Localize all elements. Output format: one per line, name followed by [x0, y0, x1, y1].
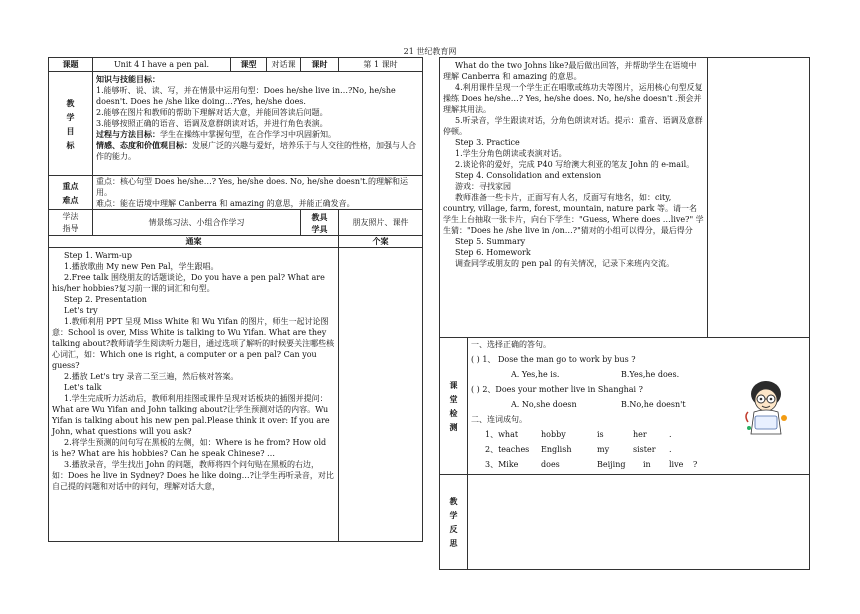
key-point: 重点：核心句型 Does he/she…? Yes, he/she does. No, he/she doesn't.的理解和运用。: [96, 177, 408, 197]
method-label: 学法 指导: [49, 210, 93, 236]
goal-process-lead: 过程与方法目标：: [96, 129, 160, 139]
topic-label: 课题: [49, 58, 93, 72]
individual-cell: [708, 58, 810, 338]
common-steps: [49, 248, 339, 542]
common-steps-continued: [440, 58, 708, 338]
step-line: Step 5. Summary: [455, 237, 526, 246]
quiz-section-2: 二、连词成句。: [471, 415, 527, 424]
quiz-label: 课 堂 检 测: [440, 338, 468, 475]
step-line: 5.听录音，学生跟读对话，分角色朗读对话。提示：重音、语调及意群停顿。: [443, 116, 703, 136]
goal-2: 2.能够在图片和教师的帮助下理解对话大意，并能回答读后问题。: [96, 108, 328, 117]
step-line: 游戏：寻找家园: [455, 182, 511, 191]
quiz-section-1: 一、选择正确的答句。: [471, 340, 551, 349]
step-line: 教师准备一些卡片，正面写有人名，反面写有地名，如：city, country, village, farm, forest, mountain, nature park 等。请一名学生上台抽取一张卡片，向台下学生："Guess, Where does …live?" 学生猜："Does he /she live in /on…?"猜对的小组可以得分，最后得分: [443, 193, 704, 235]
difficult-point: 难点：能在语境中理解 Canberra 和 amazing 的意思，并能正确发音。: [96, 199, 355, 208]
step-line: 1.播放歌曲 My new Pen Pal，学生跟唱。: [64, 262, 219, 271]
common-label: 通案: [49, 236, 339, 248]
step-line: 2.Free talk 围绕朋友的话题谈论，Do you have a pen pal? What are his/her hobbies?复习前一课的词汇和句型。: [52, 273, 325, 293]
quiz-question-1: ( ) 1、 Dose the man go to work by bus ?: [471, 355, 636, 364]
goal-3: 3.能够按照正确的语音、语调及意群朗读对话，并进行角色表演。: [96, 119, 328, 128]
page-header: 21 世纪教育网: [403, 47, 457, 56]
aids-label: 教具 学具: [301, 210, 339, 236]
step-line: What do the two Johns like?最后做出回答，并帮助学生在语境中理解 Canberra 和 amazing 的意思。: [443, 61, 697, 81]
step-line: 1.学生分角色朗读或表演对话。: [455, 149, 567, 158]
key-label: 重点 难点: [49, 176, 93, 210]
scramble-1: 1、what hobby is her .: [485, 430, 672, 439]
type-label: 课型: [231, 58, 267, 72]
step-line: Step 3. Practice: [455, 138, 520, 147]
step-line: 3.播放录音，学生找出 John 的问题，教师将四个问句贴在黑板的右边，如：Does he live in Sydney? Does he like doing…?让学生再听录音，对比自己提的问题和对话中的问句，理解对话大意，: [52, 460, 334, 491]
goals-heading: 知识与技能目标：: [96, 74, 160, 84]
period-value: 第 1 课时: [339, 58, 423, 72]
step-line: Step 2. Presentation: [64, 295, 147, 304]
step-line: 4.利用课件呈现一个学生正在唱歌或练功夫等图片，运用核心句型反复操练 Does he/she…? Yes, he/she does. No, he/she doesn't .预会并理解其用法。: [443, 83, 703, 114]
step-line: 2.将学生预测的问句写在黑板的左侧，如：Where is he from? How old is he? What are his hobbies? Can he speak Chinese? …: [52, 438, 327, 458]
goals-content: [93, 72, 423, 176]
goal-1: 1.能够听、说、读、写，并在情景中运用句型：Does he/she live in…?No, he/she doesn't. Does he /she like doing…?Yes, he/she does.: [96, 86, 396, 106]
lesson-plan-left: [48, 57, 423, 542]
individual-label: 个案: [339, 236, 423, 248]
step-line: 1.学生完成听力活动后，教师利用挂图或课件呈现对话板块的插图并提问：What are Wu Yifan and John talking about?让学生预测对话的内容。Wu Yifan is talking about his new pen pal.Please think it over: If you are John, what questions will you ask?: [52, 394, 330, 436]
type-value: 对话课: [267, 58, 301, 72]
step-line: Let's talk: [64, 383, 102, 392]
topic-value: Unit 4 I have a pen pal.: [93, 58, 231, 72]
scramble-2: 2、teaches English my sister .: [485, 445, 672, 454]
step-line: Step 4. Consolidation and extension: [455, 171, 602, 180]
step-line: 调查同学或朋友的 pen pal 的有关情况，记录下来班内交流。: [455, 259, 675, 268]
step-line: 2.谈论你的爱好，完成 P40 写给澳大利亚的笔友 John 的 e-mail。: [455, 160, 695, 169]
step-line: 2.播放 Let's try 录音二至三遍，然后核对答案。: [64, 372, 239, 381]
goal-attitude: 情感、态度和价值观目标：发展广泛的兴趣与爱好，培养乐于与人交往的性格，加强与人合作的能力。: [96, 140, 416, 161]
period-label: 课时: [301, 58, 339, 72]
quiz-question-2: ( ) 2、Does your mother live in Shanghai ?: [471, 385, 643, 394]
quiz-options-2: A. No,she doesn B.No,he doesn't: [511, 400, 686, 409]
reflect-content: [468, 475, 810, 570]
step-line: Step 6. Homework: [455, 248, 531, 257]
step-line: 1.教师利用 PPT 呈现 Miss White 和 Wu Yifan 的图片，师生一起讨论图意：School is over, Miss White is talking to Wu Yifan. What are they talking about?教师请学生阅读听力题目，通过选项了解听的时候要关注哪些核心词汇，如：Which one is right, a computer or a pen pal? Can you guess?: [52, 317, 335, 370]
individual-cell: [339, 248, 423, 542]
key-content: [93, 176, 423, 210]
quiz-content: [468, 338, 810, 475]
goals-label: 教 学 目 标: [49, 72, 93, 176]
method-value: 情景练习法、小组合作学习: [93, 210, 301, 236]
goal-attitude-lead: 情感、态度和价值观目标：: [96, 140, 192, 150]
aids-value: 朋友照片、课件: [339, 210, 423, 236]
reflect-label: 教 学 反 思: [440, 475, 468, 570]
step-line: Let's try: [64, 306, 98, 315]
step-line: Step 1. Warm-up: [64, 251, 132, 260]
goal-process: 过程与方法目标：学生在操练中掌握句型，在合作学习中巩固新知。: [96, 129, 336, 139]
quiz-options-1: A. Yes,he is. B.Yes,he does.: [511, 370, 680, 379]
scramble-3: 3、Mike does Beijing in live ?: [485, 460, 698, 469]
cartoon-boy-icon: [741, 378, 791, 436]
lesson-plan-right: [439, 57, 810, 570]
